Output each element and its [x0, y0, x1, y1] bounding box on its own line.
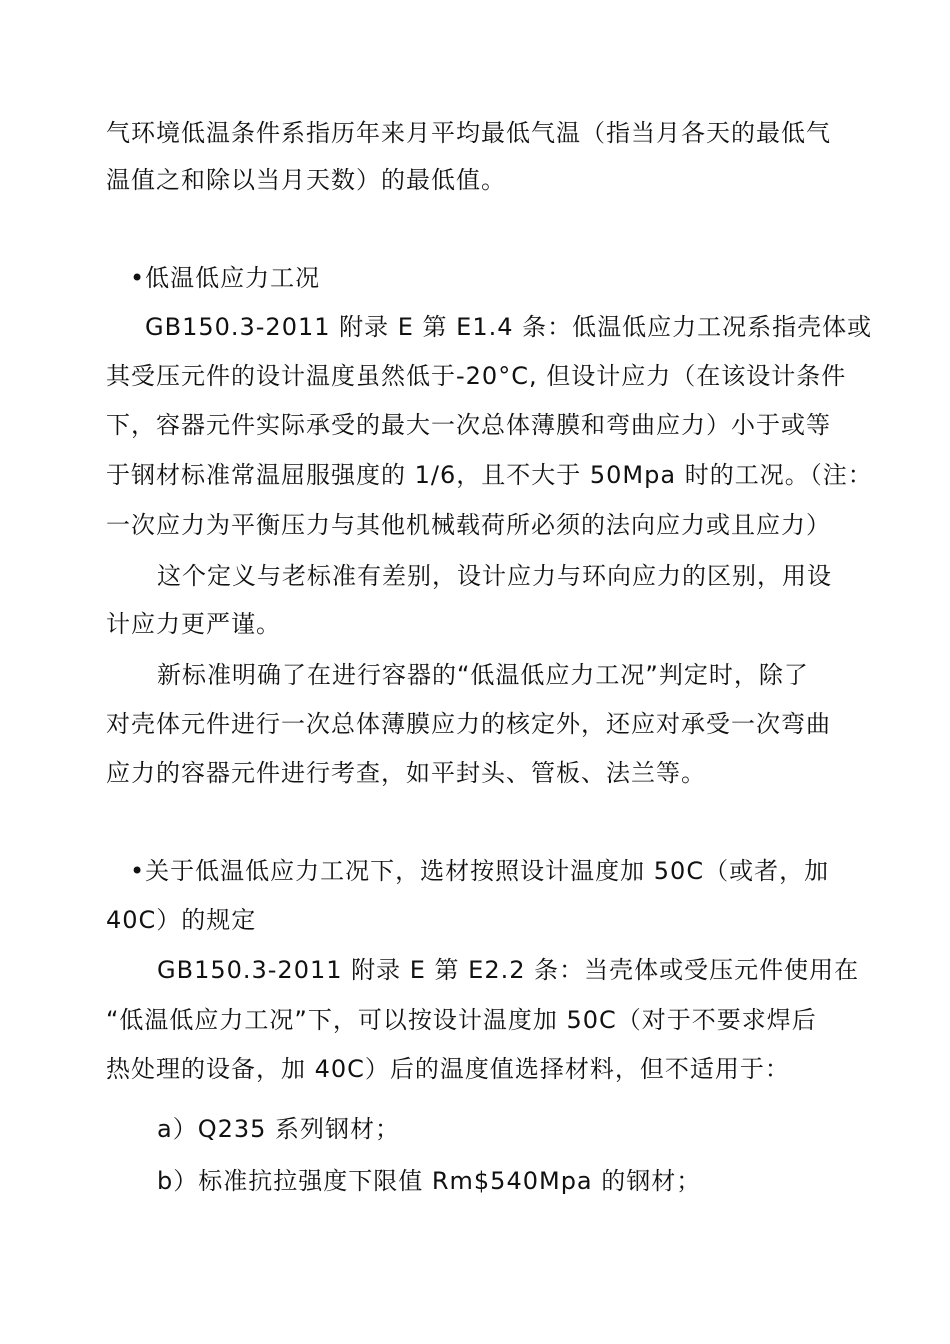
paragraph-line: 计应力更严谨。 [106, 610, 281, 638]
paragraph-line: 热处理的设备，加 40C）后的温度值选择材料，但不适用于： [106, 1055, 790, 1083]
paragraph-line: 一次应力为平衡压力与其他机械载荷所必须的法向应力或且应力） [106, 511, 831, 539]
paragraph-line: 这个定义与老标准有差别，设计应力与环向应力的区别，用设 [157, 562, 832, 590]
list-item: b）标准抗拉强度下限值 Rm$540Mpa 的钢材； [157, 1167, 702, 1195]
paragraph-line: 温值之和除以当月天数）的最低值。 [106, 166, 506, 194]
paragraph-line: GB150.3-2011 附录 E 第 E1.4 条：低温低应力工况系指壳体或 [145, 313, 873, 341]
paragraph-line: 下，容器元件实际承受的最大一次总体薄膜和弯曲应力）小于或等 [106, 411, 831, 439]
paragraph-line: 其受压元件的设计温度虽然低于-20°C, 但设计应力（在该设计条件 [106, 362, 847, 390]
section-heading: 40C）的规定 [106, 906, 257, 934]
list-item: a）Q235 系列钢材； [157, 1115, 401, 1143]
section-heading: •低温低应力工况 [130, 264, 321, 292]
paragraph-line: GB150.3-2011 附录 E 第 E2.2 条：当壳体或受压元件使用在 [157, 956, 860, 984]
paragraph-line: 气环境低温条件系指历年来月平均最低气温（指当月各天的最低气 [106, 119, 831, 147]
section-heading: •关于低温低应力工况下，选材按照设计温度加 50C（或者，加 [130, 857, 830, 885]
paragraph-line: 对壳体元件进行一次总体薄膜应力的核定外，还应对承受一次弯曲 [106, 710, 831, 738]
paragraph-line: 新标准明确了在进行容器的“低温低应力工况”判定时，除了 [157, 661, 809, 689]
paragraph-line: 应力的容器元件进行考查，如平封头、管板、法兰等。 [106, 759, 706, 787]
paragraph-line: 于钢材标准常温屈服强度的 1/6，且不大于 50Mpa 时的工况。（注： [106, 461, 873, 489]
paragraph-line: “低温低应力工况”下，可以按设计温度加 50C（对于不要求焊后 [106, 1006, 817, 1034]
